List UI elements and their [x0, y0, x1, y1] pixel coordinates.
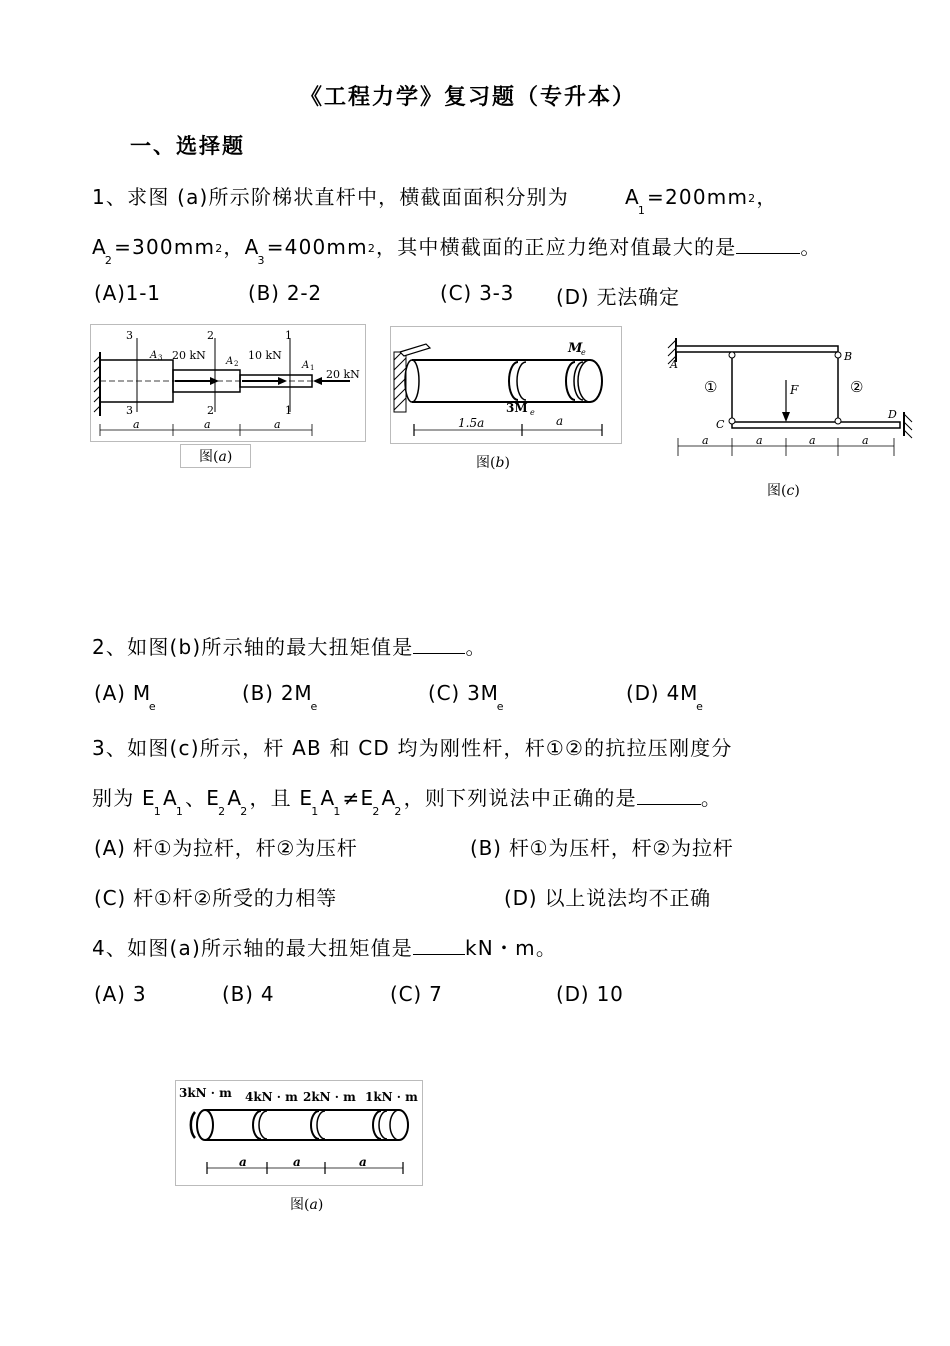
- q4-option-c[interactable]: (C) 7: [390, 982, 443, 1006]
- fig-b-me: M: [568, 341, 583, 356]
- fig-b-dim-1: 1.5a: [458, 416, 485, 430]
- question-3-line-1: 3、如图(c)所示，杆 AB 和 CD 均为刚性杆，杆①②的抗拉压刚度分: [92, 736, 733, 760]
- fig-c-label-D: D: [888, 408, 897, 421]
- fig-a-force-3: 20 kN: [326, 368, 360, 381]
- question-1-line-1: 1、求图 (a)所示阶梯状直杆中，横截面面积分别为 $A_1=200mm2$，: [92, 185, 778, 217]
- fig-a-A3: A: [150, 350, 158, 361]
- q1-option-d[interactable]: (D) 无法确定: [556, 285, 680, 309]
- fig-c-force-F: F: [790, 383, 799, 397]
- fig-a2-torque-1: 3kN · m: [179, 1086, 232, 1100]
- answer-blank-1[interactable]: [736, 233, 800, 254]
- q4-option-d[interactable]: (D) 10: [556, 982, 624, 1006]
- fig-a-sec1-bottom: 1: [285, 404, 292, 417]
- fig-a2-torque-3: 2kN · m: [303, 1090, 356, 1104]
- figure-c-rigid-bars: [654, 332, 914, 460]
- fig-a-sec2-top: 2: [207, 329, 214, 342]
- q1-option-a[interactable]: (A)1-1: [94, 281, 161, 305]
- fig-a-dim-3: a: [274, 418, 281, 431]
- fig-a2-dim-1: a: [239, 1155, 247, 1169]
- fig-a-A1-sub: 1: [310, 364, 315, 372]
- q1-option-c[interactable]: (C) 3-3: [440, 281, 515, 305]
- section-heading: 一、选择题: [130, 133, 245, 158]
- fig-c-dim-3: a: [809, 434, 816, 447]
- fig-a-sec3-bottom: 3: [126, 404, 133, 417]
- fig-c-label-A: A: [670, 358, 678, 371]
- q3-option-a[interactable]: (A) 杆①为拉杆，杆②为压杆: [94, 836, 358, 860]
- q4-option-b[interactable]: (B) 4: [222, 982, 275, 1006]
- fig-b-dim-2: a: [556, 414, 564, 428]
- fig-a-dim-2: a: [204, 418, 211, 431]
- fig-c-rod-1: ①: [704, 378, 718, 396]
- fig-a-dim-1: a: [133, 418, 140, 431]
- figure-c-caption: 图(c): [767, 483, 800, 499]
- fig-a2-torque-2: 4kN · m: [245, 1090, 298, 1104]
- fig-a-force-1: 20 kN: [172, 349, 206, 362]
- question-3-line-2: 别为 $E_1A_1$、$E_2A_2$，且 $E_1A_1\ne E_2A_2$，则下列说法中正确的是 。: [92, 786, 723, 818]
- fig-c-rod-2: ②: [850, 378, 864, 396]
- fig-c-dim-4: a: [862, 434, 869, 447]
- q3-option-d[interactable]: (D) 以上说法均不正确: [504, 886, 711, 910]
- fig-b-3me-sub: e: [530, 408, 535, 417]
- fig-a-A2: A: [226, 356, 234, 367]
- fig-c-dim-1: a: [702, 434, 709, 447]
- fig-a2-torque-4: 1kN · m: [365, 1090, 418, 1104]
- fig-c-label-C: C: [716, 418, 725, 431]
- fig-b-me-sub: e: [581, 348, 586, 357]
- q4-option-a[interactable]: (A) 3: [94, 982, 147, 1006]
- figure-a-caption: 图(a): [180, 444, 251, 468]
- figure-b-caption: 图(b): [476, 455, 510, 471]
- figure-a2-caption: 图(a): [290, 1197, 324, 1213]
- fig-c-dim-2: a: [756, 434, 763, 447]
- fig-a-sec1-top: 1: [285, 329, 292, 342]
- fig-c-label-B: B: [844, 350, 853, 363]
- figure-a-stepped-bar: [90, 324, 366, 442]
- fig-a-sec3-top: 3: [126, 329, 133, 342]
- fig-a-force-2: 10 kN: [248, 349, 282, 362]
- fig-a-sec2-bottom: 2: [207, 404, 214, 417]
- question-1-line-2: $A_2=300mm2$，$A_3=400mm2$，其中横截面的正应力绝对值最大的是 。: [92, 235, 822, 267]
- figure-a-torque-shaft: [175, 1080, 423, 1186]
- fig-a-A3-sub: 3: [158, 354, 163, 362]
- q2-option-a[interactable]: (A) $M_e$: [94, 681, 157, 713]
- fig-a2-dim-3: a: [359, 1155, 367, 1169]
- fig-a-A1: A: [302, 360, 310, 371]
- q2-option-b[interactable]: (B) $2M_e$: [242, 681, 319, 713]
- q3-option-c[interactable]: (C) 杆①杆②所受的力相等: [94, 886, 337, 910]
- fig-a2-dim-2: a: [293, 1155, 301, 1169]
- answer-blank-4[interactable]: [413, 934, 465, 955]
- q1-option-b[interactable]: (B) 2-2: [248, 281, 322, 305]
- q2-option-d[interactable]: (D) $4M_e$: [626, 681, 704, 713]
- page-title: 《工程力学》复习题（专升本）: [300, 84, 637, 110]
- question-4: 4、如图(a)所示轴的最大扭矩值是 kN・m。: [92, 936, 558, 960]
- q2-option-c[interactable]: (C) $3M_e$: [428, 681, 505, 713]
- answer-blank-3[interactable]: [637, 784, 701, 805]
- answer-blank-2[interactable]: [413, 633, 465, 654]
- q3-option-b[interactable]: (B) 杆①为压杆，杆②为拉杆: [470, 836, 734, 860]
- fig-a-A2-sub: 2: [234, 360, 239, 368]
- question-2: 2、如图(b)所示轴的最大扭矩值是 。: [92, 635, 487, 659]
- figure-b-torsion-shaft: [390, 326, 622, 444]
- fig-b-3me: 3M: [506, 401, 528, 415]
